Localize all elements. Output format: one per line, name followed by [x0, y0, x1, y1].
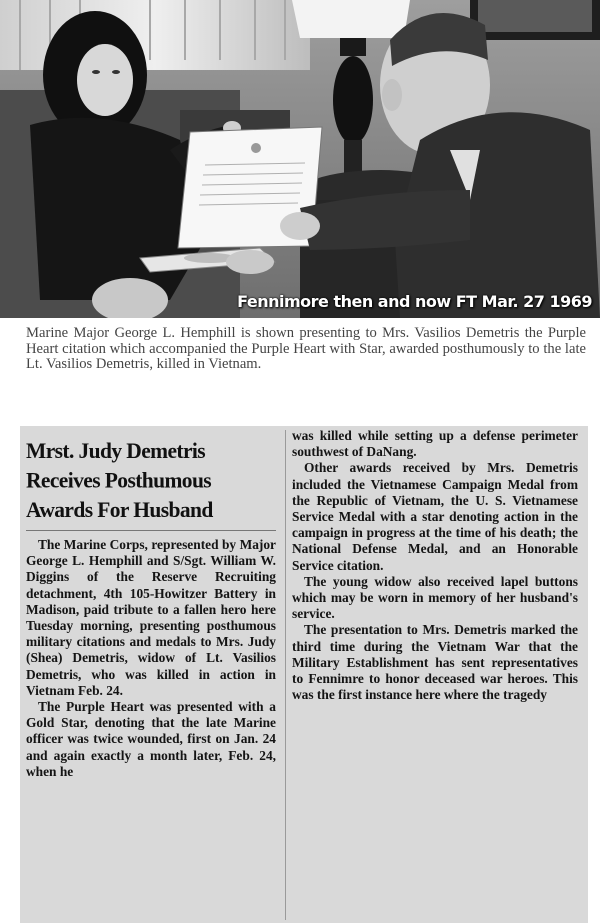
- article-paragraph-continued: was killed while setting up a defense perimeter southwest of DaNang.: [292, 428, 578, 460]
- article-body-left: [20, 537, 282, 780]
- photo-credit-overlay: Fennimore then and now FT Mar. 27 1969: [237, 292, 592, 311]
- article-paragraph: The Purple Heart was presented with a Gold Star, denoting that the late Marine officer was twice wounded, first on Jan. 24 and again exactly a month later, Feb. 24, when he: [26, 699, 276, 779]
- article-paragraph: Other awards received by Mrs. Demetris included the Vietnamese Campaign Medal from the Republic of Vietnam, the U. S. Vietnamese Service Medal with a star denoting action in the campaign in progress at the time of his death; the National Defense Medal, and an Honorable Service citation.: [292, 460, 578, 573]
- article-paragraph: The presentation to Mrs. Demetris marked the third time during the Vietnam War that the Military Establishment has sent representatives to Fennimre to honor deceased war heroes. This was the first instance here where the tragedy: [292, 622, 578, 703]
- headline-line: Receives Posthumous: [26, 467, 212, 493]
- newspaper-photo: [0, 0, 600, 318]
- headline-rule: [26, 530, 276, 531]
- column-divider: [285, 430, 286, 920]
- headline-line: Awards For Husband: [26, 496, 213, 523]
- article-column-right: [288, 428, 584, 880]
- article-body-right: [288, 428, 584, 703]
- photo-caption: Marine Major George L. Hemphill is shown presenting to Mrs. Vasilios Demetris the Purple Heart citation which accompanied the Purple Heart with Star, awarded posthumously to the late Lt. Vasilios Demetris, killed in Vietnam.: [26, 325, 586, 372]
- article-paragraph: The young widow also received lapel buttons which may be worn in memory of her husband's service.: [292, 573, 578, 622]
- photo-illustration: [0, 0, 600, 318]
- article-headline: [26, 436, 282, 524]
- article-column-left: [20, 428, 282, 923]
- article-paragraph: The Marine Corps, represented by Major George L. Hemphill and S/Sgt. William W. Diggins of the Reserve Recruiting detachment, 4th 105-Howitzer Battery in Madison, paid tribute to a fallen hero here Tuesday morning, presenting posthumous military citations and medals to Mrs. Judy (Shea) Demetris, widow of Lt. Vasilios Demetris, who was killed in action in Vietnam Feb. 24.: [26, 537, 276, 698]
- headline-line: Mrst. Judy Demetris: [26, 438, 206, 464]
